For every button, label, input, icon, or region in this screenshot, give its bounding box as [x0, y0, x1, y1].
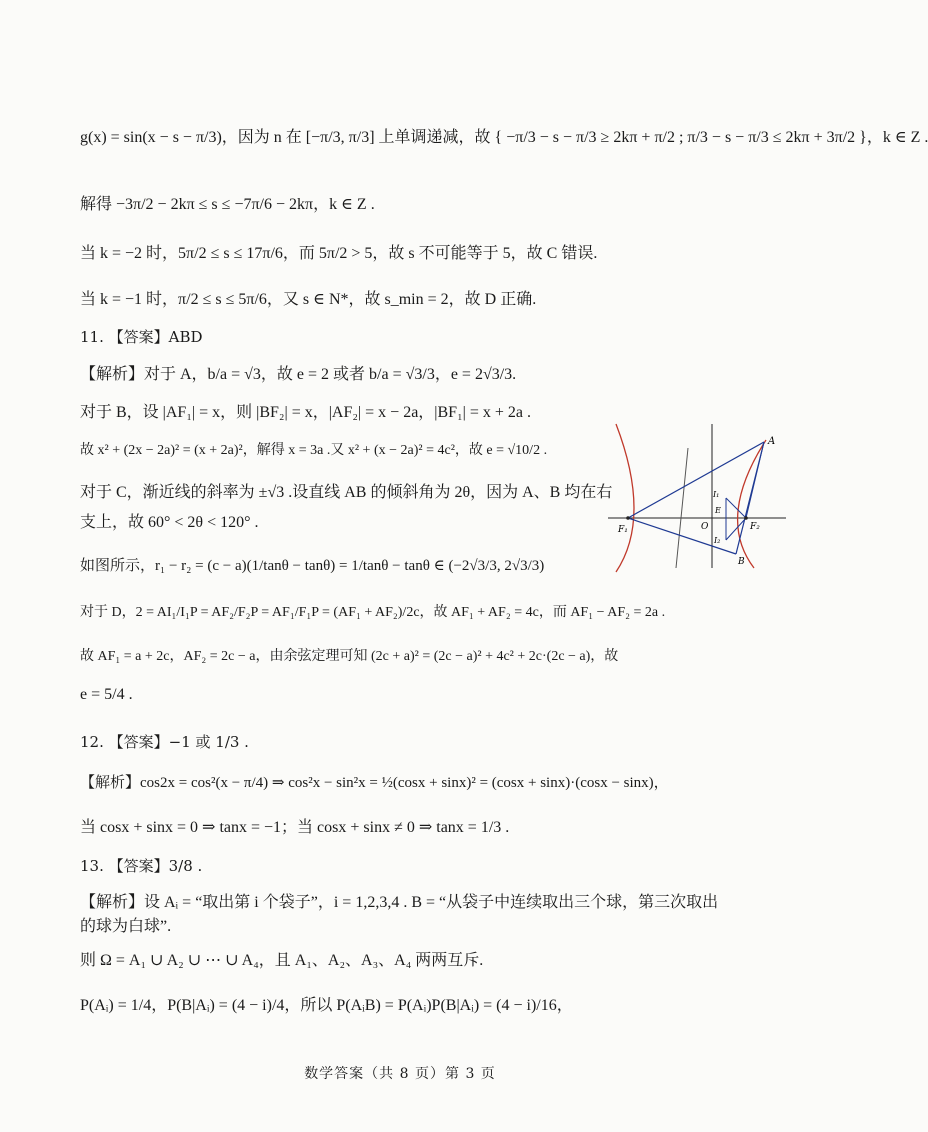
label-I2: I₂ — [714, 536, 721, 545]
label-F1: F₁ — [618, 525, 628, 535]
text-line-19: 【解析】设 Aᵢ = “取出第 i 个袋子”，i = 1,2,3,4 . B = “从袋子中连续取出三个球，第三次取出 — [80, 894, 719, 911]
answer-13: 13. 【答案】3/8 . — [80, 857, 203, 875]
text-line-7: 对于 B，设 |AF₁| = x，则 |BF₂| = x，|AF₂| = x − 2a，|BF₁| = x + 2a . — [80, 404, 532, 421]
text-line-9: 对于 C，渐近线的斜率为 ±√3 .设直线 AB 的倾斜角为 2θ，因为 A、B 均在右 — [80, 484, 613, 501]
text-line-10: 支上，故 60° < 2θ < 120° . — [80, 514, 259, 531]
text-line-13: 故 AF₁ = a + 2c，AF₂ = 2c − a，由余弦定理可知 (2c + a)² = (2c − a)² + 4c² + 2c·(2c − a)，故 — [80, 649, 619, 664]
text-line-14: e = 5/4 . — [80, 686, 133, 703]
text-line-1: g(x) = sin(x − s − π/3)，因为 n 在 [−π/3, π/3] 上单调递减，故 { −π/3 − s − π/3 ≥ 2kπ + π/2 ; π/3 − s − π/3 ≤ 2kπ + 3π/2 }，k ∈ Z . — [80, 129, 928, 146]
segment-F1A — [628, 442, 764, 518]
point-F1 — [626, 516, 630, 520]
text-line-22: P(Aᵢ) = 1/4，P(B|Aᵢ) = (4 − i)/4，所以 P(AᵢB) = P(Aᵢ)P(B|Aᵢ) = (4 − i)/16， — [80, 997, 573, 1014]
label-O: O — [701, 522, 709, 532]
right-branch — [738, 440, 766, 568]
text-line-8: 故 x² + (2x − 2a)² = (x + 2a)²，解得 x = 3a .又 x² + (x − 2a)² = 4c²，故 e = √10/2 . — [80, 443, 548, 458]
segment-I1F2 — [726, 498, 746, 518]
label-E: E — [715, 506, 721, 515]
label-I1: I₁ — [713, 490, 720, 499]
text-line-20: 的球为白球”. — [80, 918, 172, 935]
text-line-4: 当 k = −1 时，π/2 ≤ s ≤ 5π/6，又 s ∈ N*，故 s_min = 2，故 D 正确. — [80, 291, 537, 308]
text-line-3: 当 k = −2 时，5π/2 ≤ s ≤ 17π/6，而 5π/2 > 5，故 s 不可能等于 5，故 C 错误. — [80, 245, 598, 262]
text-line-21: 则 Ω = A₁ ∪ A₂ ∪ ⋯ ∪ A₄，且 A₁、A₂、A₃、A₄ 两两互斥. — [80, 952, 484, 969]
segment-I2F2 — [726, 518, 746, 540]
page-footer: 数学答案（共 8 页）第 3 页 — [304, 1066, 496, 1082]
asymptote-line — [676, 448, 688, 568]
answer-11: 11. 【答案】ABD — [80, 328, 203, 346]
text-line-11: 如图所示，r₁ − r₂ = (c − a)(1/tanθ − tanθ) = 1/tanθ − tanθ ∈ (−2√3/3, 2√3/3) — [80, 558, 545, 574]
text-line-16: 【解析】cos2x = cos²(x − π/4) ⇒ cos²x − sin²x = ½(cosx + sinx)² = (cosx + sinx)·(cosx − sinx)， — [80, 775, 669, 791]
text-line-12: 对于 D，2 = AI₁/I₁P = AF₂/F₂P = AF₁/F₁P = (AF₁ + AF₂)/2c，故 AF₁ + AF₂ = 4c，而 AF₁ − AF₂ = 2a . — [80, 605, 666, 620]
label-F2: F₂ — [750, 522, 760, 532]
left-branch — [616, 424, 634, 572]
text-line-2: 解得 −3π/2 − 2kπ ≤ s ≤ −7π/6 − 2kπ，k ∈ Z . — [80, 196, 375, 213]
text-line-6: 【解析】对于 A，b/a = √3，故 e = 2 或者 b/a = √3/3，e = 2√3/3. — [80, 366, 517, 383]
text-line-17: 当 cosx + sinx = 0 ⇒ tanx = −1；当 cosx + sinx ≠ 0 ⇒ tanx = 1/3 . — [80, 819, 510, 836]
label-B: B — [738, 557, 745, 567]
label-A: A — [768, 436, 776, 447]
point-F2 — [744, 516, 748, 520]
segment-AF2 — [746, 442, 764, 518]
hyperbola-figure — [604, 418, 790, 574]
answer-12: 12. 【答案】−1 或 1/3 . — [80, 733, 249, 751]
